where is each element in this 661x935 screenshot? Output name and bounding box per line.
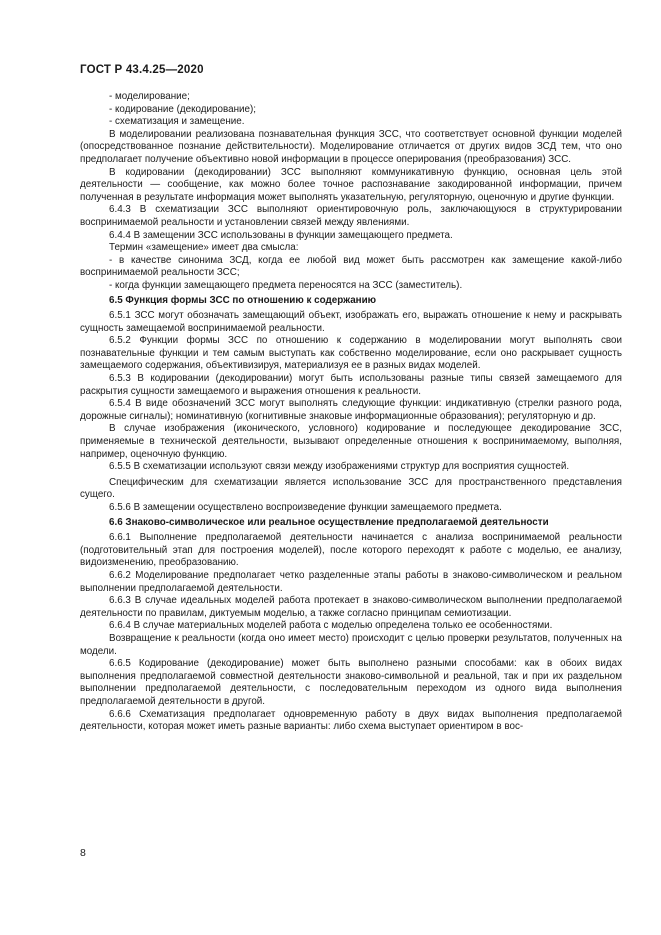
clause-6-6-4: 6.6.4 В случае материальных моделей работа с моделью определена только ее особенностями. (109, 620, 553, 632)
clause-6-6-2: 6.6.2 Моделирование предполагает четко разделенные этапы работы в знаково-символическом и реальном выполнении предполагаемой деятельности. (80, 569, 622, 594)
clause-6-5-2: 6.5.2 Функции формы ЗСС по отношению к содержанию в моделировании могут выполнять свои познавательные функции и тем самым выступать как собственно моделирование, если оно раскрывает сущность замещаемого содержания, объективизируя, материализуя ее в разных видах моделей. (80, 335, 622, 372)
section-heading-6-6: 6.6 Знаково-символическое или реальное осуществление предполагаемой деятельности (109, 516, 549, 528)
paragraph: В кодировании (декодировании) ЗСС выполняют коммуникативную функцию, основная цель этой деятельности — сообщение, как можно более точное распознавание закодированной информации, причем полученная в результате информация может выполнять указательную, регуляторную, оценочную и другие функции. (80, 166, 622, 203)
paragraph: Возвращение к реальности (когда оно имеет место) происходит с целью проверки результатов, полученных на модели. (80, 632, 622, 657)
paragraph: Специфическим для схематизации является использование ЗСС для пространственного представления сущего. (80, 476, 622, 501)
clause-6-6-1: 6.6.1 Выполнение предполагаемой деятельности начинается с анализа воспринимаемой реальности (подготовительный этап для построения моделей), после которого переходят к работе с моделью, ее анализу, видоизменению, преобразованию. (80, 532, 622, 569)
paragraph: В случае изображения (иконического, условного) кодирование и последующее декодирование ЗСС, применяемые в технической деятельности, вызывают определенные отношения к воспринимаемому, выполняя, например, оценочную функцию. (80, 423, 622, 460)
paragraph: Термин «замещение» имеет два смысла: (109, 242, 299, 254)
clause-6-6-6: 6.6.6 Схематизация предполагает одновременную работу в двух видах выполнения предполагаемой деятельности, которая может иметь разные варианты: либо схема выступает ориентиром в вос- (80, 708, 622, 733)
list-item-schematization: - схематизация и замещение. (109, 116, 245, 128)
list-item-modeling: - моделирование; (109, 91, 190, 102)
clause-6-5-6: 6.5.6 В замещении осуществлено воспроизведение функции замещаемого предмета. (109, 502, 502, 513)
section-heading-6-5: 6.5 Функция формы ЗСС по отношению к содержанию (109, 294, 377, 306)
document-body (80, 91, 622, 734)
paragraph: В моделировании реализована познавательная функция ЗСС, что соответствует основной функции моделей (опосредствованное познание действительности). Моделирование отличается от других видов ЗСД тем, что оно предполагает получение объективно новой информации в процессе оперирования (преобразования) ЗСС. (80, 128, 622, 165)
clause-6-5-3: 6.5.3 В кодировании (декодировании) могут быть использованы разные типы связей замещаемого для раскрытия сущности замещаемого и выражения отношения к реальности. (80, 373, 622, 397)
list-item: - когда функции замещающего предмета переносятся на ЗСС (заместитель). (109, 279, 463, 291)
clause-6-6-3: 6.6.3 В случае идеальных моделей работа протекает в знаково-символическом выполнении предполагаемой деятельности по правилам, диктуемым моделью, а также согласно принципам семиотизации. (80, 595, 622, 619)
clause-6-5-5: 6.5.5 В схематизации используют связи между изображениями структур для восприятия сущностей. (109, 461, 570, 473)
list-item-coding: - кодирование (декодирование); (109, 103, 256, 115)
clause-6-5-4: 6.5.4 В виде обозначений ЗСС могут выполнять следующие функции: индикативную (стрелки разного рода, дорожные сигналы); номинативную (когнитивные знаковые информационные образования); регуляторную и др. (80, 398, 622, 422)
clause-6-5-1: 6.5.1 ЗСС могут обозначать замещающий объект, изображать его, выражать отношение к нему и раскрывать сущность замещаемой воспринимаемой реальности. (80, 310, 622, 334)
clause-6-4-3: 6.4.3 В схематизации ЗСС выполняют ориентировочную роль, заключающуюся в структурировании воспринимаемой реальности и установлении связей между явлениями. (80, 204, 622, 228)
list-item: - в качестве синонима ЗСД, когда ее любой вид может быть рассмотрен как замещение какой-либо воспринимаемой реальности ЗСС; (80, 254, 622, 279)
clause-6-6-5: 6.6.5 Кодирование (декодирование) может быть выполнено разными способами: как в обоих видах выполнения предполагаемой совместной деятельности знаково-символьной и реальной, так и при их раздельном выполнении предполагаемой деятельности, с последовательным переходом из одного вида выполнения предполагаемой деятельности в другой. (80, 658, 622, 707)
document-header: ГОСТ Р 43.4.25—2020 (80, 64, 204, 76)
page-number: 8 (80, 847, 86, 859)
clause-6-4-4: 6.4.4 В замещении ЗСС использованы в функции замещающего предмета. (109, 229, 453, 241)
